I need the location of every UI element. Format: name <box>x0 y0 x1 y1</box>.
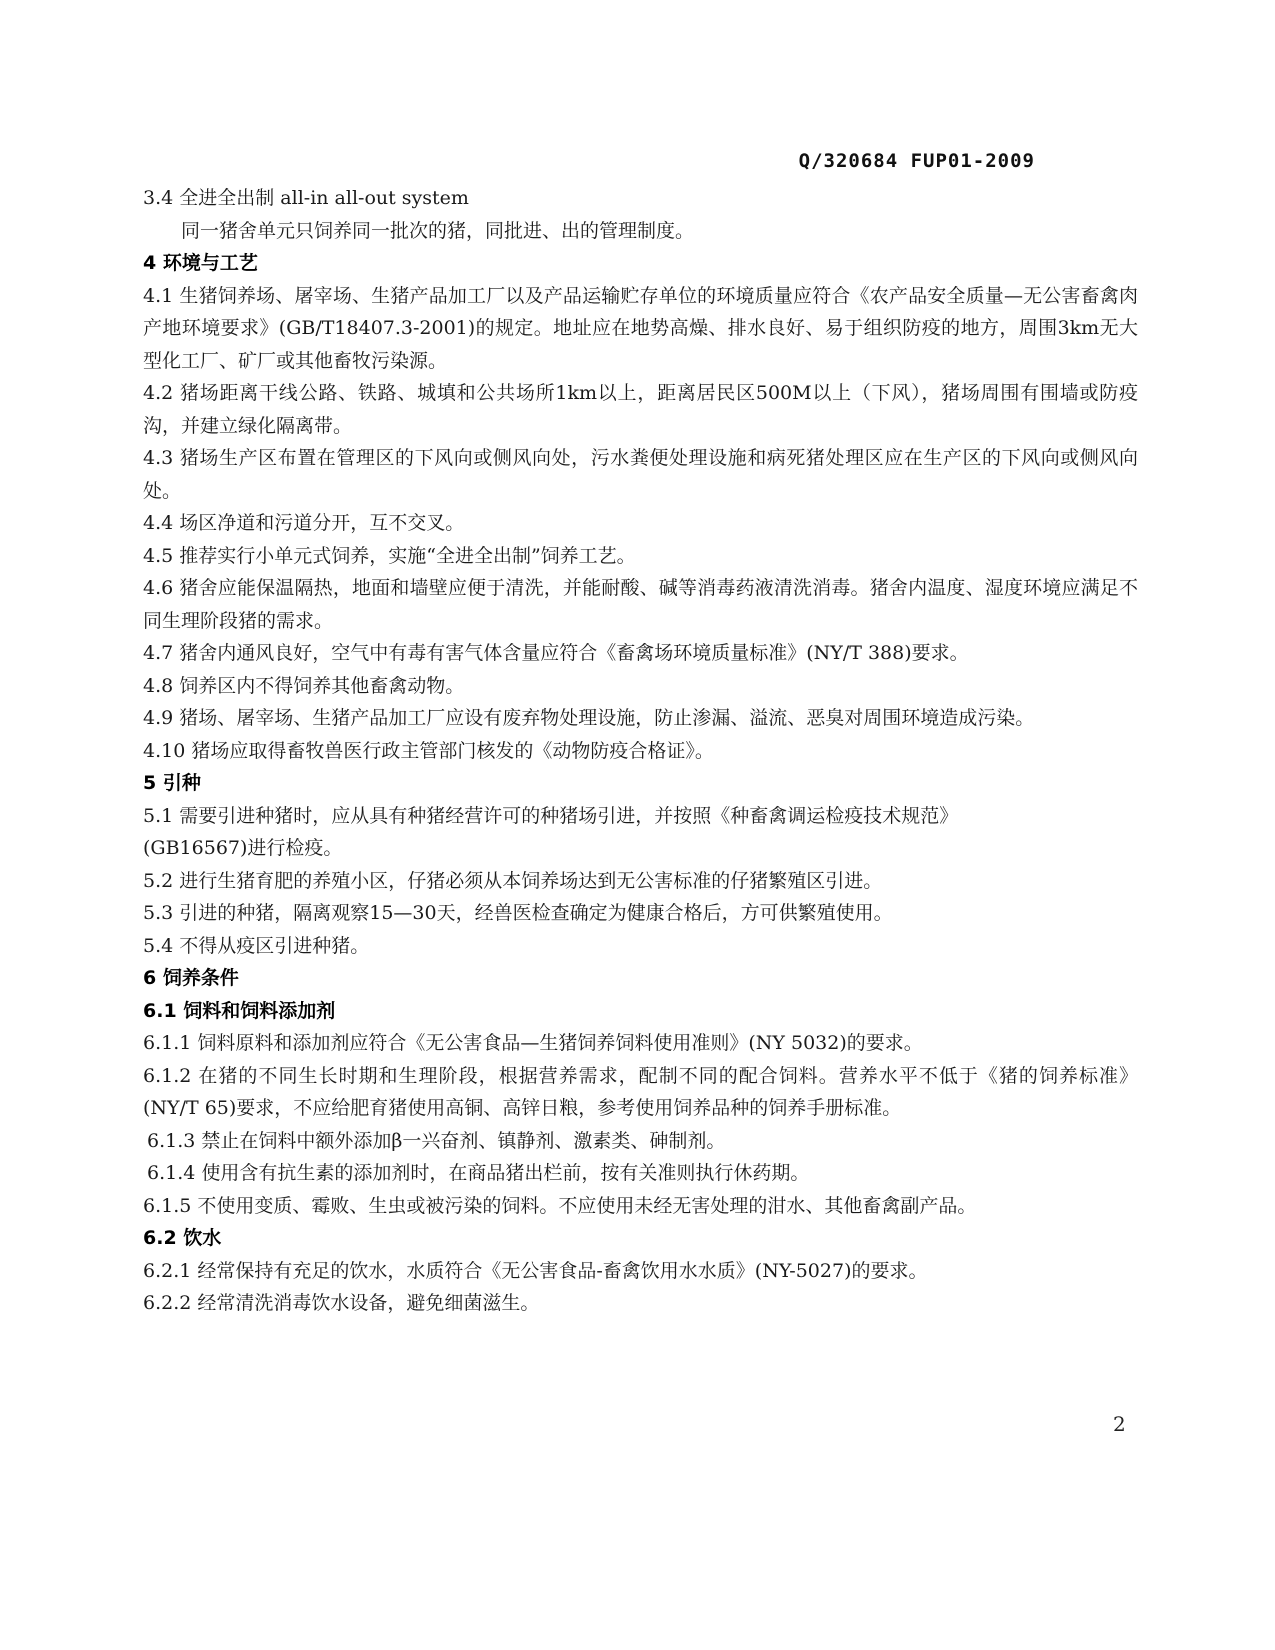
paragraph: 5.4 不得从疫区引进种猪。 <box>143 934 370 957</box>
paragraph: 4.8 饲养区内不得饲养其他畜禽动物。 <box>143 674 465 697</box>
subsection-heading: 6.2 饮水 <box>143 1227 222 1249</box>
section-heading: 6 饲养条件 <box>143 967 239 989</box>
page-number: 2 <box>1113 1412 1126 1436</box>
paragraph-continuation: (GB16567)进行检疫。 <box>143 837 343 859</box>
paragraph: 4.3 猪场生产区布置在管理区的下风向或侧风向处，污水粪便处理设施和病死猪处理区应在生产区的下风向或侧风向处。 <box>143 447 1138 502</box>
subsection-heading: 6.1 饲料和饲料添加剂 <box>143 999 336 1022</box>
paragraph: 4.7 猪舍内通风良好，空气中有毒有害气体含量应符合《畜禽场环境质量标准》(NY/T 388)要求。 <box>143 642 969 664</box>
paragraph: 4.10 猪场应取得畜牧兽医行政主管部门核发的《动物防疫合格证》。 <box>143 739 714 762</box>
document-body <box>143 182 1138 1320</box>
paragraph: 5.3 引进的种猪，隔离观察15—30天，经兽医检查确定为健康合格后，方可供繁殖使用。 <box>143 902 893 924</box>
paragraph: 4.2 猪场距离干线公路、铁路、城填和公共场所1km以上，距离居民区500M以上（下风），猪场周围有围墙或防疫沟，并建立绿化隔离带。 <box>143 382 1138 437</box>
paragraph: 6.2.1 经常保持有充足的饮水，水质符合《无公害食品-畜禽饮用水水质》(NY-5027)的要求。 <box>143 1259 928 1282</box>
section-heading: 4 环境与工艺 <box>143 252 258 274</box>
paragraph: 6.2.2 经常清洗消毒饮水设备，避免细菌滋生。 <box>143 1292 540 1314</box>
paragraph: 4.1 生猪饲养场、屠宰场、生猪产品加工厂以及产品运输贮存单位的环境质量应符合《农产品安全质量—无公害畜禽肉产地环境要求》(GB/T18407.3-2001)的规定。地址应在地势高燥、排水良好、易于组织防疫的地方，周围3km无大型化工厂、矿厂或其他畜牧污染源。 <box>143 284 1138 372</box>
paragraph: 6.1.4 使用含有抗生素的添加剂时，在商品猪出栏前，按有关准则执行休药期。 <box>147 1162 810 1184</box>
paragraph: 4.5 推荐实行小单元式饲养，实施“全进全出制”饲养工艺。 <box>143 544 636 567</box>
paragraph: 5.1 需要引进种猪时，应从具有种猪经营许可的种猪场引进，并按照《种畜禽调运检疫技术规范》 <box>143 804 959 827</box>
paragraph: 6.1.2 在猪的不同生长时期和生理阶段，根据营养需求，配制不同的配合饲料。营养水平不低于《猪的饲养标准》(NY/T 65)要求，不应给肥育猪使用高铜、高锌日粮，参考使用饲养品种的饲养手册标准。 <box>143 1064 1138 1119</box>
section-heading: 5 引种 <box>143 772 201 794</box>
paragraph: 4.6 猪舍应能保温隔热，地面和墙壁应便于清洗，并能耐酸、碱等消毒药液清洗消毒。猪舍内温度、湿度环境应满足不同生理阶段猪的需求。 <box>143 577 1138 632</box>
paragraph: 6.1.5 不使用变质、霉败、生虫或被污染的饲料。不应使用未经无害处理的泔水、其他畜禽副产品。 <box>143 1194 977 1217</box>
paragraph: 5.2 进行生猪育肥的养殖小区，仔猪必须从本饲养场达到无公害标准的仔猪繁殖区引进。 <box>143 869 883 892</box>
paragraph: 6.1.3 禁止在饲料中额外添加β一兴奋剂、镇静剂、激素类、砷制剂。 <box>147 1129 726 1152</box>
term-definition: 3.4 全进全出制 all-in all-out system <box>143 187 469 209</box>
paragraph: 4.4 场区净道和污道分开，互不交叉。 <box>143 512 465 534</box>
document-code: Q/320684 FUP01-2009 <box>798 150 1035 172</box>
paragraph: 4.9 猪场、屠宰场、生猪产品加工厂应设有废弃物处理设施，防止渗漏、溢流、恶臭对周围环境造成污染。 <box>143 707 1035 729</box>
paragraph: 6.1.1 饲料原料和添加剂应符合《无公害食品—生猪饲养饲料使用准则》(NY 5032)的要求。 <box>143 1032 923 1054</box>
paragraph: 同一猪舍单元只饲养同一批次的猪，同批进、出的管理制度。 <box>181 219 695 242</box>
